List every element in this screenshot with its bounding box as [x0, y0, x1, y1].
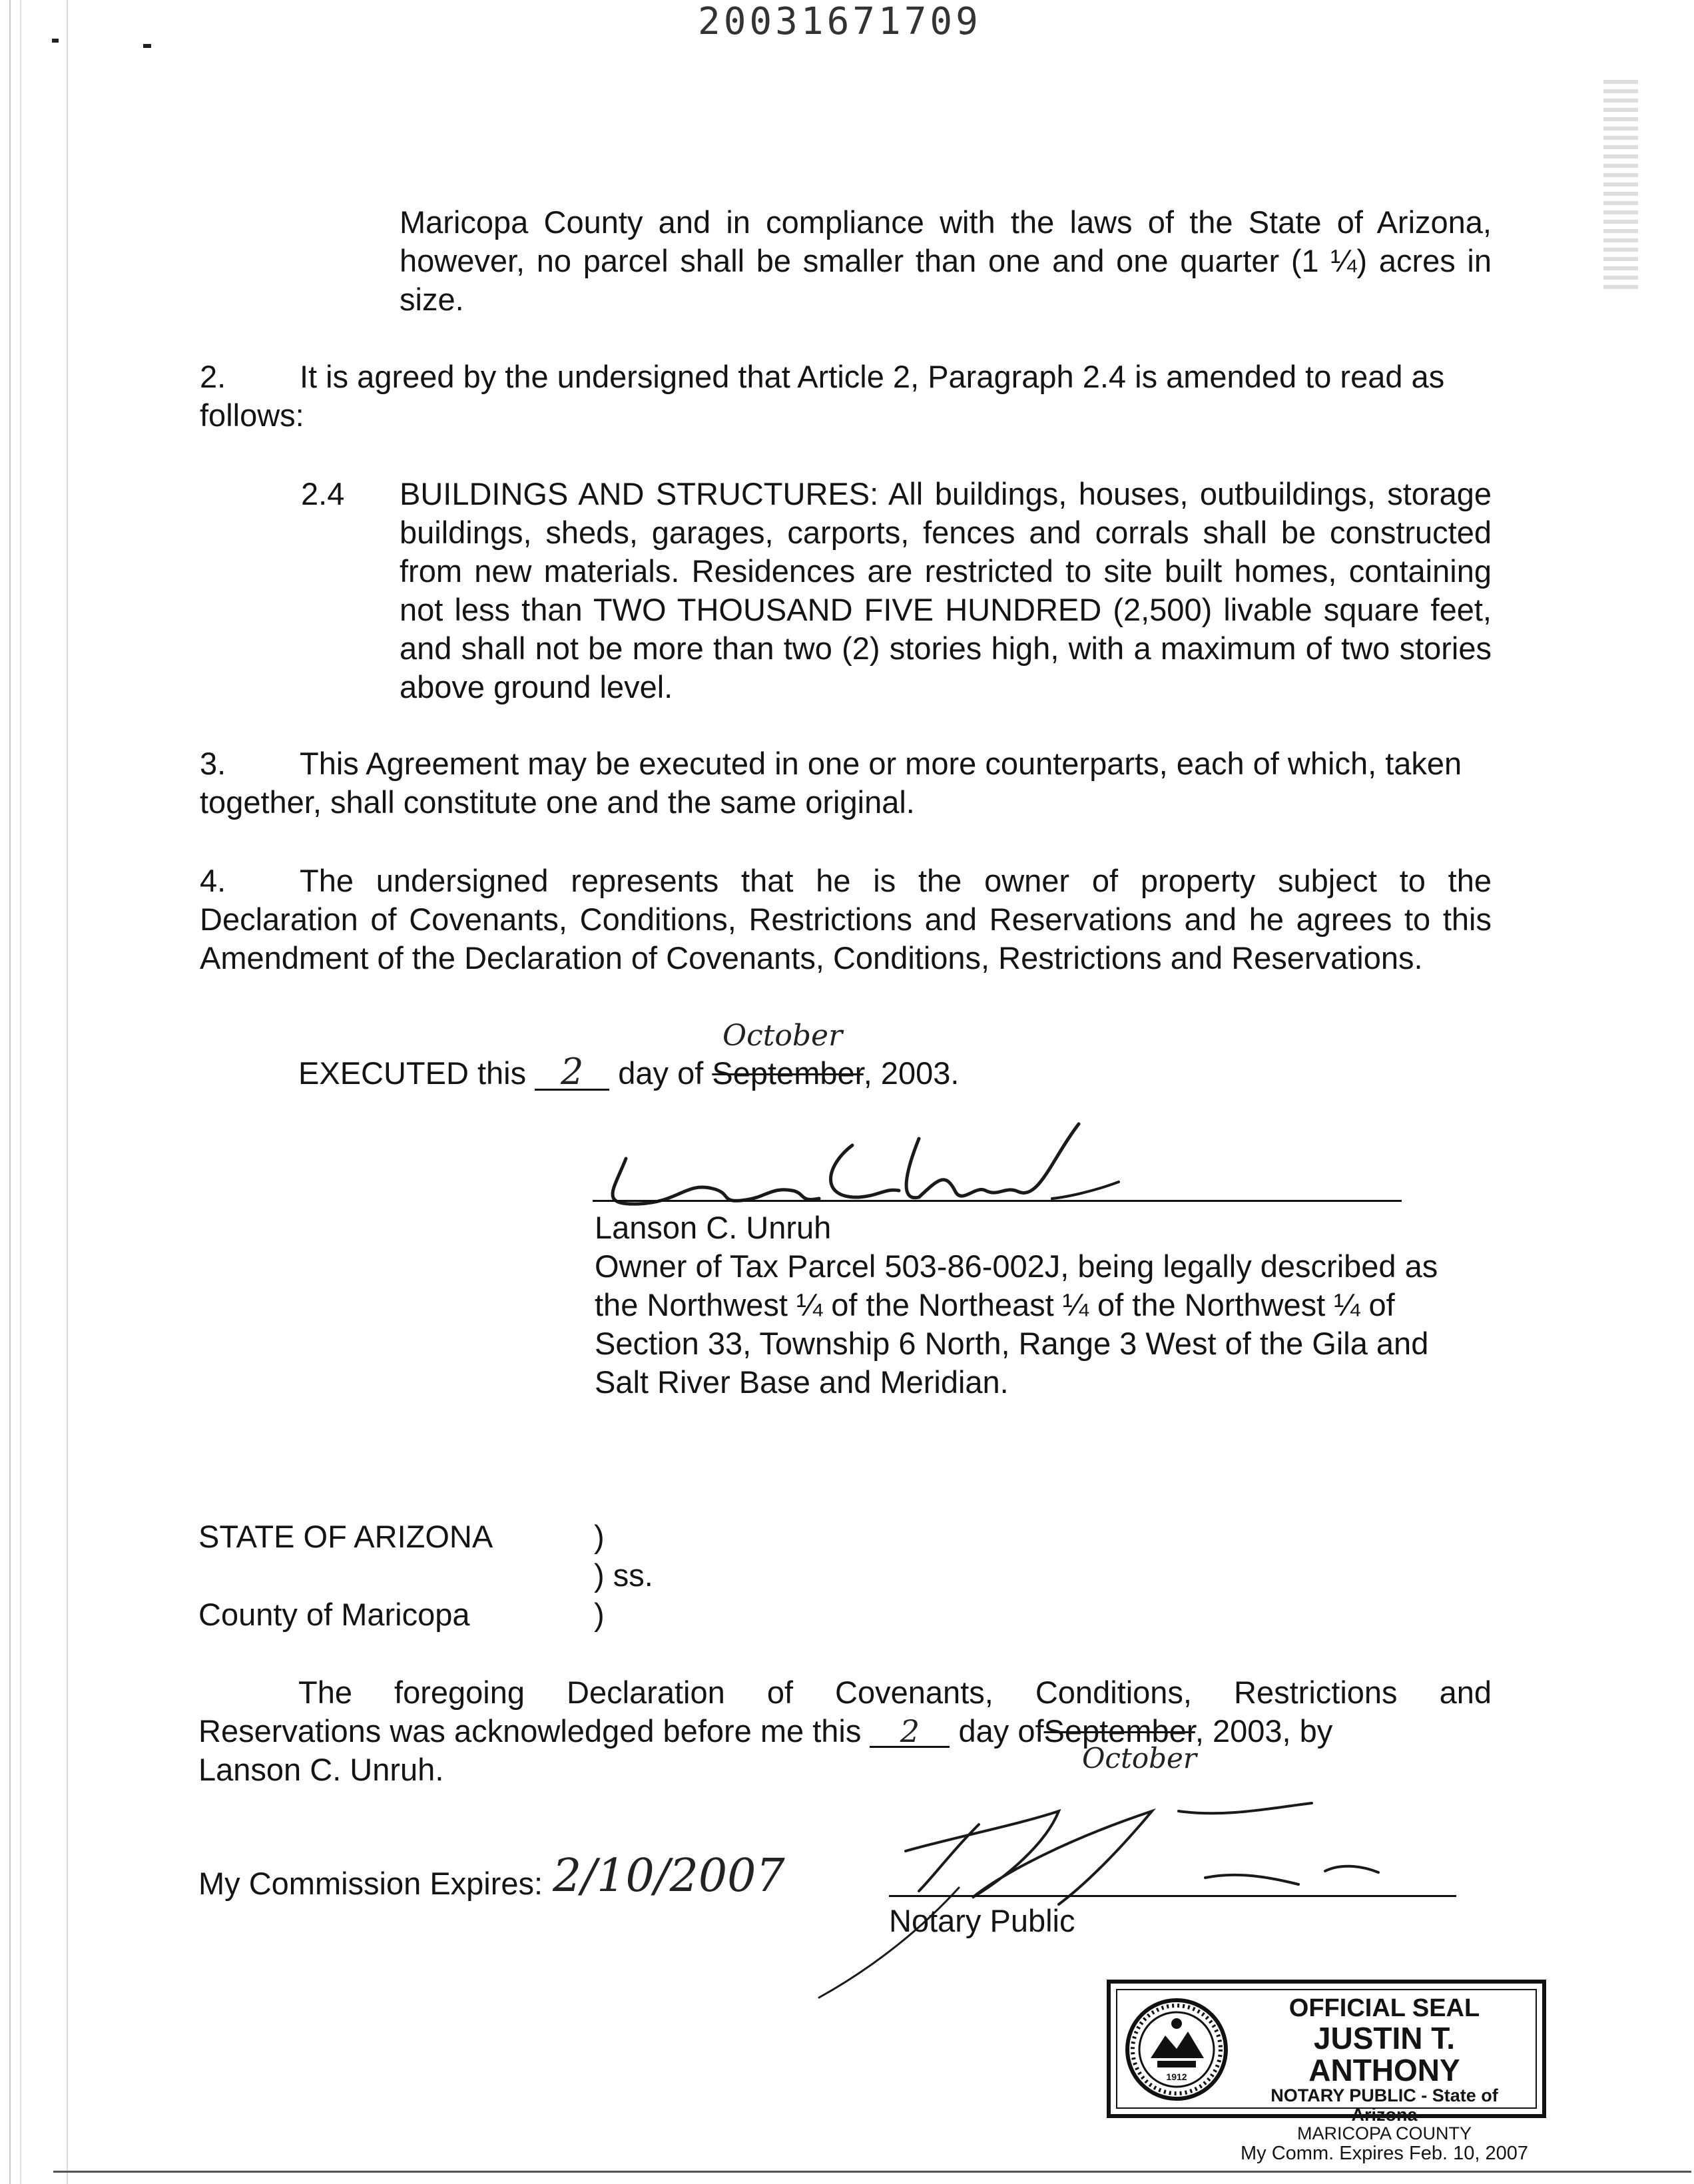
page-bottom-edge [53, 2171, 1691, 2173]
item-3-text: This Agreement may be executed in one or more counterparts, each of which, taken together, shall constitute one and the same original. [200, 746, 1462, 820]
executed-suffix: , 2003. [863, 1055, 960, 1091]
scan-edge-line [67, 0, 68, 2184]
signer-signature [586, 1119, 1165, 1212]
seal-county: MARICOPA COUNTY [1296, 2123, 1472, 2144]
item-4-number: 4. [200, 863, 226, 898]
signer-name: Lanson C. Unruh [595, 1210, 832, 1245]
acknowledgment-line-1: The foregoing Declaration of Covenants, Conditions, Restrictions and [298, 1675, 1492, 1710]
venue-ss: ) ss. [594, 1557, 653, 1593]
acknowledgment-line-3: Lanson C. Unruh. [198, 1752, 444, 1787]
signer-signature-text: Lanson C. Unruh [866, 1205, 871, 1206]
executed-prefix: EXECUTED this [298, 1055, 527, 1091]
arizona-state-seal-emblem [1124, 1997, 1229, 2102]
acknowledgment-month-struck: September [1043, 1713, 1195, 1749]
signer-description: Owner of Tax Parcel 503-86-002J, being legally described as the Northwest ¼ of the Northeast ¼ of the Northwest ¼ of Section 33, Township 6 North, Range 3 West of the Gila and Salt River Base and Meridian. [595, 1248, 1438, 1400]
scan-edge-line [9, 0, 11, 2184]
item-4-text: The undersigned represents that he is the owner of property subject to the Declaration of Covenants, Conditions, Restrictions and Reservations and he agrees to this Amendment of the Declaration of Covenants, Conditions, Restrictions and Reservations. [200, 863, 1492, 975]
continuation-paragraph: Maricopa County and in compliance with the laws of the State of Arizona, however, no parcel shall be smaller than one and one quarter (1 ¼) acres in size. [400, 204, 1492, 317]
seal-notary-state: NOTARY PUBLIC - State of Arizona [1270, 2085, 1498, 2125]
executed-month-handwritten: October [722, 1019, 843, 1053]
commission-date-handwritten: 2/10/2007 [553, 1850, 785, 1902]
item-3-number: 3. [200, 746, 226, 781]
item-2-4-number: 2.4 [301, 476, 345, 511]
commission-label: My Commission Expires: [198, 1866, 543, 1901]
item-2-number: 2. [200, 359, 226, 394]
recording-stamp-strip [1603, 80, 1638, 293]
document-number: 20031671709 [698, 0, 982, 43]
seal-notary-name: JUSTIN T. ANTHONY [1308, 2020, 1460, 2088]
item-4-paragraph [200, 862, 1492, 977]
official-seal-stamp [1107, 1980, 1546, 2164]
acknowledgment-month-handwritten: October [1082, 1742, 1197, 1774]
executed-middle: day of [618, 1055, 704, 1091]
executed-day-blank [535, 1051, 609, 1093]
scan-speck [52, 39, 59, 43]
venue-paren-3: ) [594, 1597, 605, 1632]
seal-expiration: My Comm. Expires Feb. 10, 2007 [1241, 2142, 1528, 2164]
notary-title: Notary Public [889, 1903, 1075, 1938]
acknowledgment-suffix: , 2003, by [1195, 1713, 1333, 1749]
scan-speck [143, 44, 151, 48]
venue-county: County of Maricopa [198, 1597, 470, 1632]
scan-edge-line [20, 0, 21, 2184]
item-2-4-text: BUILDINGS AND STRUCTURES: All buildings, houses, outbuildings, storage buildings, sheds, garages, carports, fences and corrals shall be constructed from new materials. Residences are restricted to site built homes, containing not less than TWO THOUSAND FIVE HUNDRED (2,500) livable square feet, and shall not be more than two (2) stories high, with a maximum of two stories above ground level. [400, 476, 1492, 704]
item-2-paragraph [200, 358, 1492, 435]
acknowledgment-day-blank [870, 1713, 950, 1749]
notary-signature-line [889, 1895, 1456, 1897]
acknowledgment-prefix: Reservations was acknowledged before me this [198, 1713, 862, 1749]
seal-emblem-year: 1912 [1166, 2071, 1187, 2082]
item-2-text: It is agreed by the undersigned that Article 2, Paragraph 2.4 is amended to read as follows: [200, 359, 1445, 433]
seal-text-block [1236, 1996, 1533, 2163]
seal-heading: OFFICIAL SEAL [1288, 1994, 1480, 2022]
item-3-paragraph [200, 744, 1492, 822]
executed-day-handwritten: 2 [561, 1051, 584, 1093]
executed-line [298, 1051, 1097, 1093]
executed-month-struck: September [712, 1055, 864, 1091]
venue-state: STATE OF ARIZONA [198, 1519, 493, 1554]
venue-paren-1: ) [594, 1519, 605, 1554]
signer-signature-line [593, 1200, 1402, 1202]
acknowledgment-day-handwritten: 2 [900, 1713, 920, 1749]
acknowledgment-line-2 [198, 1712, 1464, 1751]
acknowledgment-middle: day of [958, 1713, 1044, 1749]
